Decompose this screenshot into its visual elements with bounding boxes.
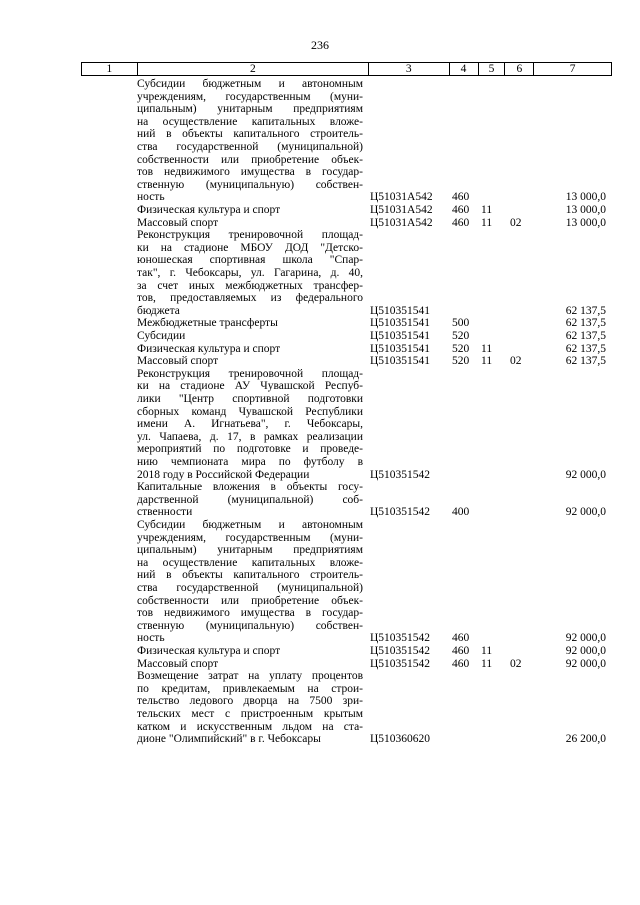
- table-row: [0, 317, 640, 330]
- row-cell-4: 400: [452, 506, 470, 519]
- row-name: [137, 519, 363, 645]
- row-cell-7: 92 000,0: [565, 468, 606, 481]
- row-name-line: тов недвижимого имущества в государ-: [137, 166, 363, 179]
- table-row: [0, 519, 640, 645]
- row-name-line: тельских мест с пристроенным крытым: [137, 707, 363, 720]
- row-name: [137, 204, 363, 217]
- row-name-line: ственную (муниципальную) собствен-: [137, 178, 363, 191]
- table-row: [0, 355, 640, 368]
- row-name-line: тов, предоставляемых из федерального: [137, 292, 363, 305]
- row-cell-7: 62 137,5: [565, 355, 606, 368]
- row-cell-4: 460: [452, 657, 470, 670]
- row-cell-3: Ц51031А542: [370, 191, 433, 204]
- row-name-line: так", г. Чебоксары, ул. Гагарина, д. 40,: [137, 266, 363, 279]
- row-name-line: имени А. Игнатьева", г. Чебоксары,: [137, 418, 363, 431]
- row-cell-4: 520: [452, 355, 470, 368]
- row-name: [137, 368, 363, 481]
- table-row: [0, 229, 640, 317]
- row-name-line: Физическая культура и спорт: [137, 204, 281, 216]
- table-body: [0, 78, 640, 746]
- row-name-line: ки на стадионе МБОУ ДОД "Детско-: [137, 241, 363, 254]
- row-name: [137, 217, 363, 230]
- row-name-line: ства государственной (муниципальной): [137, 581, 363, 594]
- row-cell-4: 460: [452, 204, 470, 216]
- row-cell-7: 62 137,5: [565, 304, 606, 317]
- row-name-line: нию чемпионата мира по футболу в: [137, 455, 363, 468]
- table-row: [0, 368, 640, 481]
- row-name-line: по кредитам, привлекаемым на строи-: [137, 682, 363, 695]
- row-name-line: на осуществление капитальных вложе-: [137, 115, 363, 128]
- table-header: [81, 62, 612, 76]
- row-cell-7: 92 000,0: [565, 632, 606, 645]
- row-name: [137, 343, 363, 356]
- row-name: [137, 355, 363, 368]
- row-cell-3: Ц51031А542: [370, 216, 433, 229]
- row-cell-3: Ц510351541: [370, 304, 431, 317]
- table-row: [0, 670, 640, 746]
- row-cell-7: 13 000,0: [565, 216, 606, 229]
- row-name-line: лики "Центр спортивной подготовки: [137, 392, 363, 405]
- row-cell-3: Ц510351542: [370, 657, 431, 670]
- row-cell-3: Ц510351542: [370, 632, 431, 645]
- row-cell-7: 62 137,5: [565, 317, 606, 330]
- row-name-line: собственности или приобретение объек-: [137, 153, 363, 166]
- row-cell-5: 11: [481, 355, 493, 368]
- row-cell-5: 11: [481, 644, 493, 657]
- row-name-line: бюджета: [137, 304, 180, 317]
- row-name-line: Межбюджетные трансферты: [137, 317, 278, 330]
- row-name-line: Реконструкция тренировочной площад-: [137, 367, 363, 380]
- row-name-line: 2018 году в Российской Федерации: [137, 468, 310, 481]
- row-cell-7: 26 200,0: [565, 733, 606, 746]
- row-cell-7: 62 137,5: [565, 342, 606, 355]
- row-name: [137, 317, 363, 330]
- row-cell-3: Ц51031А542: [370, 204, 433, 216]
- row-name-line: Субсидии: [137, 329, 186, 342]
- row-cell-5: 11: [481, 657, 493, 670]
- row-cell-5: 11: [481, 342, 493, 355]
- row-name-line: учреждениям, государственным (муни-: [137, 90, 363, 103]
- row-cell-3: Ц510351541: [370, 317, 431, 330]
- row-cell-7: 13 000,0: [565, 204, 606, 216]
- row-cell-5: 11: [481, 204, 493, 216]
- row-name-line: Массовый спорт: [137, 355, 219, 368]
- row-name-line: Массовый спорт: [137, 216, 219, 229]
- row-name-line: Возмещение затрат на уплату процентов: [137, 670, 363, 683]
- row-name-line: Субсидии бюджетным и автономным: [137, 518, 363, 531]
- table-row: [0, 645, 640, 658]
- row-name: [137, 670, 363, 746]
- row-name-line: сборных команд Чувашской Республики: [137, 405, 363, 418]
- row-cell-4: 460: [452, 191, 470, 204]
- row-cell-7: 62 137,5: [565, 329, 606, 342]
- header-col-6: 6: [505, 63, 534, 75]
- row-name: [137, 78, 363, 204]
- table-row: [0, 204, 640, 217]
- row-name: [137, 229, 363, 317]
- row-cell-7: 92 000,0: [565, 644, 606, 657]
- row-name-line: юношеская спортивная школа "Спар-: [137, 254, 363, 267]
- row-name-line: ципальным) унитарным предприятиям: [137, 103, 363, 116]
- table-row: [0, 330, 640, 343]
- row-cell-7: 13 000,0: [565, 191, 606, 204]
- row-cell-5: 11: [481, 216, 493, 229]
- row-name: [137, 481, 363, 519]
- header-col-3: 3: [369, 63, 450, 75]
- row-name: [137, 330, 363, 343]
- row-name-line: Субсидии бюджетным и автономным: [137, 78, 363, 90]
- row-name-line: дионе "Олимпийский" в г. Чебоксары: [137, 733, 321, 746]
- row-name-line: тов недвижимого имущества в государ-: [137, 607, 363, 620]
- row-name-line: ства государственной (муниципальной): [137, 140, 363, 153]
- row-name-line: Физическая культура и спорт: [137, 342, 281, 355]
- header-col-4: 4: [450, 63, 479, 75]
- header-col-7: 7: [569, 63, 576, 75]
- row-name-line: ки на стадионе АУ Чувашской Респуб-: [137, 380, 363, 393]
- table-row: [0, 481, 640, 519]
- row-name-line: ность: [137, 191, 165, 204]
- row-cell-6: 02: [510, 355, 522, 368]
- row-cell-4: 500: [452, 317, 470, 330]
- row-name-line: Реконструкция тренировочной площад-: [137, 229, 363, 242]
- row-cell-4: 460: [452, 644, 470, 657]
- row-cell-7: 92 000,0: [565, 506, 606, 519]
- row-cell-3: Ц510351541: [370, 329, 431, 342]
- row-cell-4: 520: [452, 329, 470, 342]
- row-name-line: учреждениям, государственным (муни-: [137, 531, 363, 544]
- header-col-5: 5: [479, 63, 506, 75]
- row-cell-7: 92 000,0: [565, 657, 606, 670]
- row-name-line: мероприятий по подготовке и проведе-: [137, 443, 363, 456]
- row-name-line: собственности или приобретение объек-: [137, 594, 363, 607]
- page-number: 236: [311, 38, 329, 52]
- row-name-line: ность: [137, 632, 165, 645]
- row-cell-6: 02: [510, 216, 522, 229]
- row-cell-4: 520: [452, 342, 470, 355]
- row-name: [137, 645, 363, 658]
- row-cell-4: 460: [452, 216, 470, 229]
- table-row: [0, 78, 640, 204]
- row-cell-3: Ц510351542: [370, 506, 431, 519]
- row-name-line: Физическая культура и спорт: [137, 644, 281, 657]
- row-cell-4: 460: [452, 632, 470, 645]
- row-cell-3: Ц510351541: [370, 342, 431, 355]
- row-name-line: ний в объекты капитального строитель-: [137, 128, 363, 141]
- row-name-line: ул. Чапаева, д. 17, в рамках реализации: [137, 430, 363, 443]
- row-name-line: Массовый спорт: [137, 657, 219, 670]
- row-name-line: за счет иных межбюджетных трансфер-: [137, 279, 363, 292]
- header-col-2: 2: [138, 63, 369, 75]
- row-cell-3: Ц510360620: [370, 733, 431, 746]
- row-name-line: Капитальные вложения в объекты госу-: [137, 481, 363, 494]
- row-name-line: ципальным) унитарным предприятиям: [137, 544, 363, 557]
- row-name-line: ственности: [137, 506, 193, 519]
- row-cell-3: Ц510351542: [370, 644, 431, 657]
- row-cell-6: 02: [510, 657, 522, 670]
- row-name-line: тельство ледового дворца на 7500 зри-: [137, 695, 363, 708]
- row-name-line: ний в объекты капитального строитель-: [137, 569, 363, 582]
- row-cell-3: Ц510351541: [370, 355, 431, 368]
- header-col-1: 1: [82, 63, 138, 75]
- row-cell-3: Ц510351542: [370, 468, 431, 481]
- table-row: [0, 343, 640, 356]
- row-name-line: на осуществление капитальных вложе-: [137, 556, 363, 569]
- table-row: [0, 217, 640, 230]
- row-name-line: катком и искусственным льдом на ста-: [137, 720, 363, 733]
- row-name: [137, 658, 363, 671]
- row-name-line: дарственной (муниципальной) соб-: [137, 493, 363, 506]
- table-row: [0, 658, 640, 671]
- row-name-line: ственную (муниципальную) собствен-: [137, 619, 363, 632]
